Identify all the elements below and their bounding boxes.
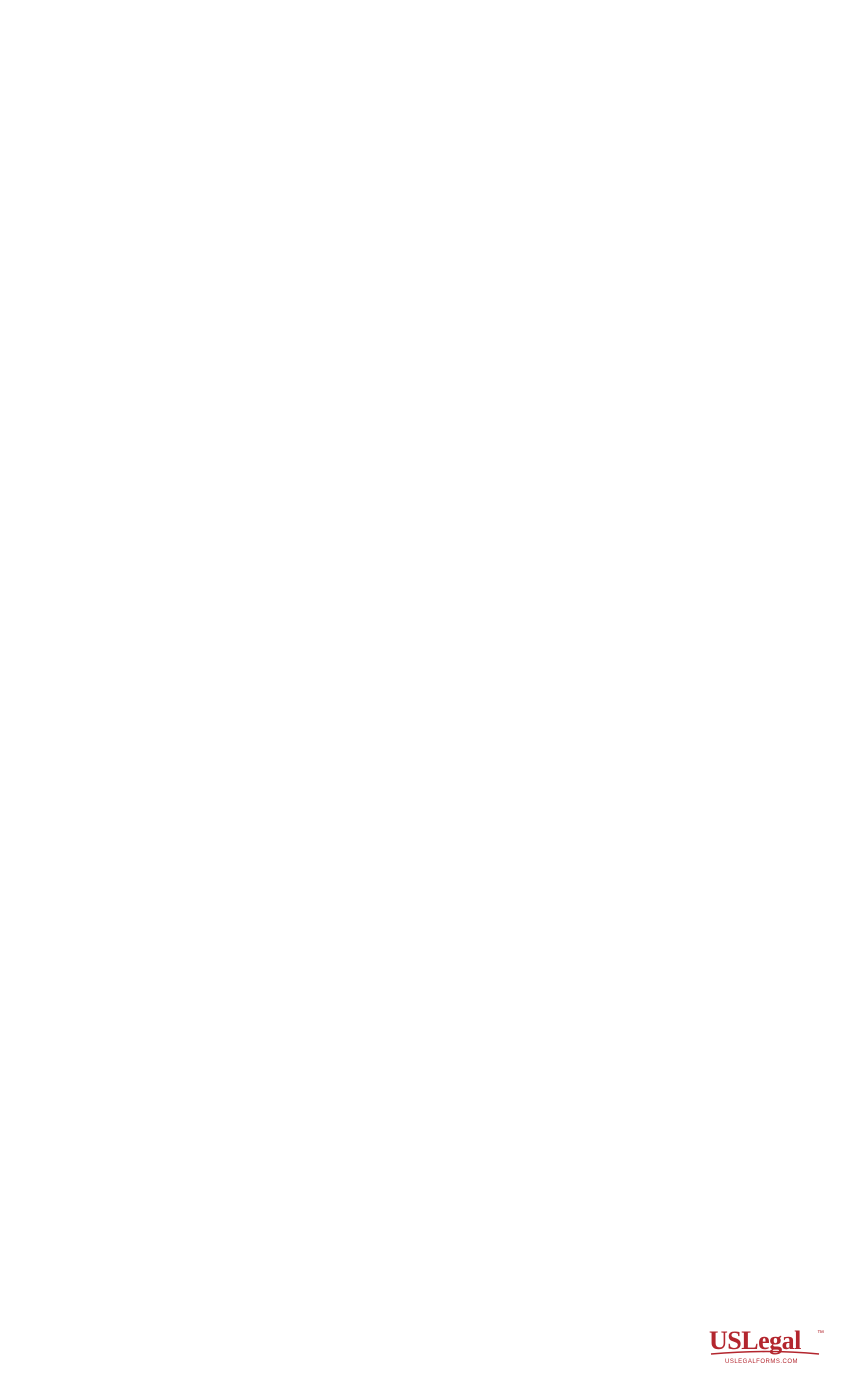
uslegal-logo-graphic (707, 1325, 827, 1367)
svg-text:USLEGALFORMS.COM: USLEGALFORMS.COM (725, 1359, 799, 1365)
to-row-1 (100, 197, 500, 217)
to-row-0 (100, 177, 500, 197)
notice-line-1 (100, 292, 750, 331)
addressee-block (100, 177, 500, 255)
to-row-2 (100, 216, 500, 236)
items-intro (100, 446, 750, 485)
svg-text:USLegal: USLegal (709, 1326, 801, 1355)
to-row-3 (100, 236, 500, 256)
svg-text:™: ™ (817, 1330, 824, 1337)
uslegal-logo (707, 1325, 827, 1367)
notice-paragraph (100, 292, 750, 485)
notice-line-3 (100, 369, 750, 408)
